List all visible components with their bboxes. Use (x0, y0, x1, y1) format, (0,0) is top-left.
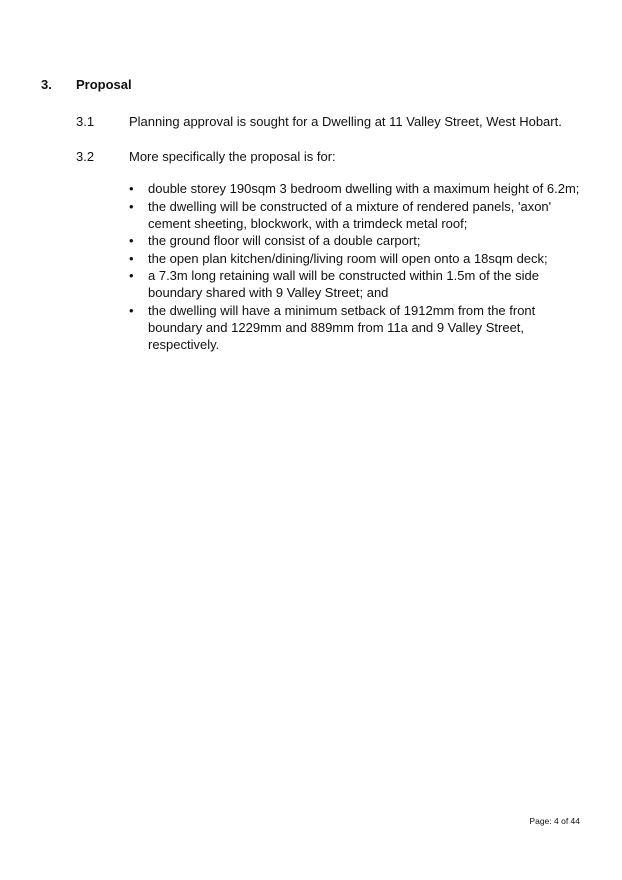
paragraph-number: 3.1 (76, 114, 95, 129)
paragraph-3-1 (76, 113, 562, 130)
list-item-text: double storey 190sqm 3 bedroom dwelling with a maximum height of 6.2m; (148, 181, 580, 196)
list-item (129, 302, 589, 353)
list-item-text: the dwelling will be constructed of a mixture of rendered panels, 'axon' cement sheeting, blockwork, with a trimdeck metal roof; (148, 198, 552, 231)
paragraph-text: Planning approval is sought for a Dwelling at 11 Valley Street, West Hobart. (129, 114, 562, 129)
bullet-icon: • (129, 233, 134, 248)
section-heading (41, 77, 132, 92)
list-item-text: the dwelling will have a minimum setback of 1912mm from the front boundary and 1229mm and 889mm from 11a and 9 Valley Street, respectively. (148, 302, 536, 352)
list-item (129, 267, 589, 301)
list-item-text: the open plan kitchen/dining/living room will open onto a 18sqm deck; (148, 250, 548, 266)
section-title: Proposal (76, 77, 132, 92)
bullet-icon: • (129, 250, 134, 266)
list-item (129, 250, 589, 267)
list-item-text: the ground floor will consist of a double carport; (148, 233, 421, 248)
paragraph-3-2 (76, 148, 336, 165)
paragraph-text: More specifically the proposal is for: (129, 149, 336, 164)
bullet-icon: • (129, 302, 134, 318)
proposal-bullet-list (129, 180, 589, 353)
list-item-text: a 7.3m long retaining wall will be constructed within 1.5m of the side boundary shared with 9 Valley Street; and (148, 268, 539, 300)
list-item (129, 198, 589, 232)
list-item (129, 232, 589, 249)
section-number: 3. (41, 77, 52, 92)
bullet-icon: • (129, 181, 134, 196)
bullet-icon: • (129, 268, 134, 283)
bullet-icon: • (129, 198, 134, 214)
page-number-footer: Page: 4 of 44 (529, 816, 580, 826)
list-item (129, 180, 589, 197)
paragraph-number: 3.2 (76, 149, 95, 164)
